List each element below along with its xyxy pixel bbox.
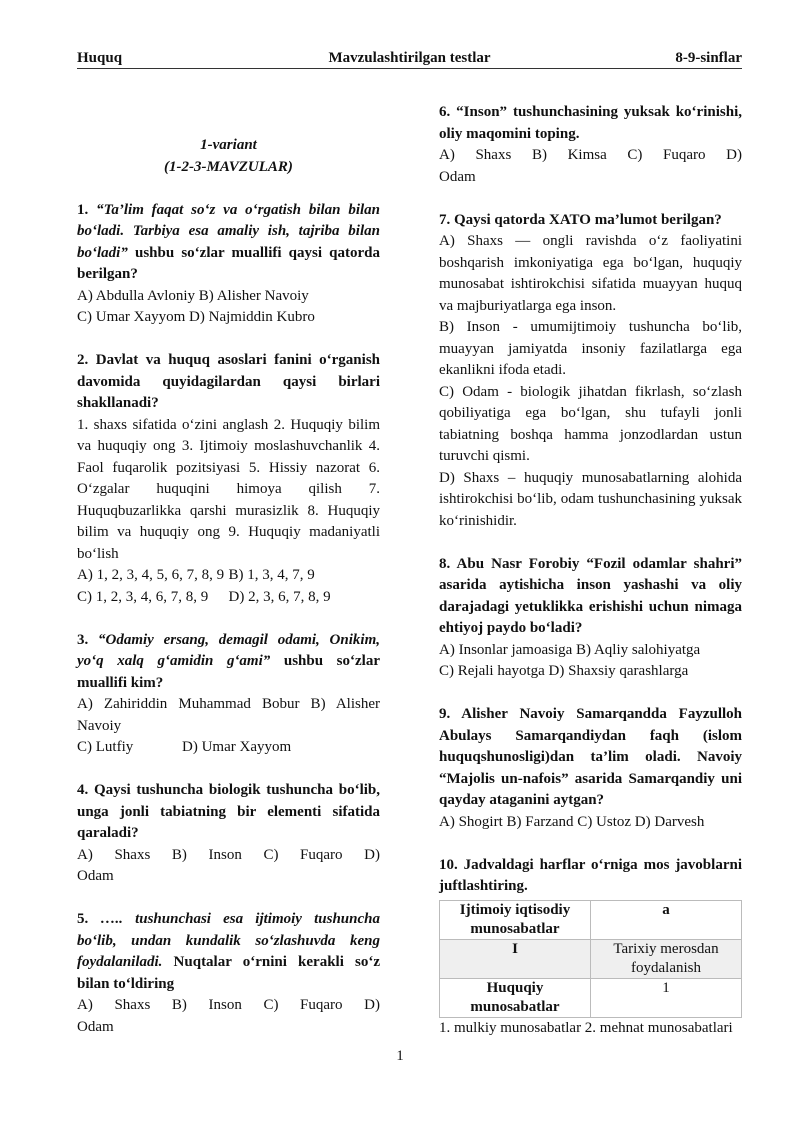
- table-cell: I: [440, 939, 591, 978]
- question-2-items: 1. shaxs sifatida o‘zini anglash 2. Huquqiy bilim va huquqiy ong 3. Ijtimoiy moslashuvchanlik 4. Faol fuqarolik pozitsiyasi 5. Hissiy nazorat 6. O‘zgalar huquqini himoya qilish 7. Huquqbuzarlikka qarshi murasizlik 8. Huquqiy bilim va huquqiy ong 9. Huquqiy madaniyatli bo‘lish: [77, 416, 380, 562]
- variant-title: 1-variant: [200, 137, 257, 153]
- question-1-text: 1. “Ta’lim faqat so‘z va o‘rgatish bilan bilan bo‘ladi. Tarbiya esa amaliy ish, tajriba bilan bo‘ladi” ushbu so‘zlar muallifi qaysi qatorda berilgan?: [77, 201, 380, 282]
- document-title: Mavzulashtirilgan testlar: [328, 50, 491, 66]
- matching-table: [439, 900, 742, 1018]
- question-10-options: 1. mulkiy munosabatlar 2. mehnat munosabatlari: [439, 1019, 733, 1036]
- question-6-answers: A) Shaxs B) Kimsa C) Fuqaro D) Odam: [439, 147, 742, 185]
- table-cell: 1: [591, 978, 742, 1017]
- answer-c: C) Lutfiy: [77, 739, 134, 755]
- option-c: C) Odam - biologik jihatdan fikrlash, so‘zlash qobiliyatiga ega bo‘lgan, shu tufayli jonli tabiatning boshqa hamma jonzodlardan ustun turuvchi qismi.: [439, 383, 742, 464]
- question-7: [439, 210, 742, 533]
- option-b: B) Inson - umumijtimoiy tushuncha bo‘lib, muayyan jamiyatda insoniy fazilatlarga ega ekanlikni ifoda etadi.: [439, 319, 742, 378]
- question-9-answers: A) Shogirt B) Farzand C) Ustoz D) Darvesh: [439, 813, 705, 830]
- question-1-answers-cd: C) Umar Xayyom D) Najmiddin Kubro: [77, 309, 315, 325]
- option-d: D) Shaxs – huquqiy munosabatlarning alohida ishtirokchisi bo‘lib, odam tushunchasining yuksak ko‘rinishidir.: [439, 469, 742, 529]
- subject-label: Huquq: [77, 50, 123, 66]
- question-3-text: 3. “Odamiy ersang, demagil odami, Onikim, yo‘q xalq g‘amidin g‘ami” ushbu so‘zlar muallifi kim?: [77, 631, 380, 691]
- question-8-answers-cd: C) Rejali hayotga D) Shaxsiy qarashlarga: [439, 663, 689, 679]
- answer-b: B) 1, 3, 4, 7, 9: [228, 567, 315, 583]
- answer-c: C) 1, 2, 3, 4, 6, 7, 8, 9: [77, 588, 209, 605]
- question-1-quote: “Ta’lim faqat so‘z va o‘rgatish bilan bilan bo‘ladi. Tarbiya esa amaliy ish, tajriba bilan bo‘ladi”: [77, 201, 380, 261]
- variant-topics: (1-2-3-MAVZULAR): [164, 158, 293, 175]
- table-cell: Tarixiy merosdan foydalanish: [591, 939, 742, 978]
- table-row: [440, 978, 742, 1017]
- question-5-text: 5. ….. tushunchasi esa ijtimoiy tushuncha bo‘lib, undan kundalik so‘zlashuvda keng foydalaniladi. Nuqtalar o‘rnini kerakli so‘z bilan to‘ldiring: [77, 911, 380, 992]
- question-4-text: 4. Qaysi tushuncha biologik tushuncha bo‘lib, unga jonli tabiatning bir elementi sifatida qaraladi?: [77, 782, 380, 841]
- question-10-text: 10. Jadvaldagi harflar o‘rniga mos javoblarni juftlashtiring.: [439, 856, 742, 894]
- left-column: [77, 102, 380, 1038]
- page-header: [77, 48, 742, 69]
- question-1: [77, 200, 380, 329]
- table-cell: Ijtimoiy iqtisodiy munosabatlar: [440, 900, 591, 939]
- question-6-text: 6. “Inson” tushunchasining yuksak ko‘rinishi, oliy maqomini toping.: [439, 104, 742, 142]
- question-9: [439, 704, 742, 833]
- table-cell: a: [591, 900, 742, 939]
- question-9-text: 9. Alisher Navoiy Samarqandda Fayzulloh Abulays Samarqandiydan faqh (islom huquqshunosligi)dan ta’lim oladi. Navoiy “Majolis un-nafois” asarida Samarqandiy uni qayday ataganini aytgan?: [439, 706, 742, 808]
- right-column: [439, 102, 742, 1039]
- question-8: [439, 554, 742, 683]
- question-4-answers: A) Shaxs B) Inson C) Fuqaro D) Odam: [77, 846, 380, 884]
- question-3-quote: “Odamiy ersang, demagil odami, Onikim, yo‘q xalq g‘amidin g‘ami”: [77, 631, 380, 669]
- answer-d: D) 2, 3, 6, 7, 8, 9: [228, 588, 331, 605]
- question-1-answers-ab: A) Abdulla Avloniy B) Alisher Navoiy: [77, 287, 309, 304]
- question-2: [77, 350, 380, 608]
- answer-a: A) 1, 2, 3, 4, 5, 6, 7, 8, 9: [77, 567, 225, 583]
- question-6: [439, 102, 742, 188]
- question-5: [77, 909, 380, 1038]
- answer-d: D) Umar Xayyom: [182, 739, 292, 755]
- table-cell: Huquqiy munosabatlar: [440, 978, 591, 1017]
- table-row: [440, 900, 742, 939]
- question-10: [439, 855, 742, 1040]
- question-3-answers-cd: [77, 737, 380, 759]
- question-2-text: 2. Davlat va huquq asoslari fanini o‘rganish davomida quyidagilardan qaysi birlari shakllanadi?: [77, 352, 380, 411]
- table-row: [440, 939, 742, 978]
- question-5-answers: A) Shaxs B) Inson C) Fuqaro D) Odam: [77, 997, 380, 1035]
- variant-heading: [77, 135, 380, 178]
- question-3: [77, 630, 380, 759]
- page-number: 1: [396, 1048, 404, 1064]
- question-4: [77, 780, 380, 888]
- question-2-answers: [77, 565, 380, 608]
- question-3-answers-ab: A) Zahiriddin Muhammad Bobur B) Alisher Navoiy: [77, 696, 380, 734]
- question-5-quote: ….. tushunchasi esa ijtimoiy tushuncha bo‘lib, undan kundalik so‘zlashuvda keng foydalaniladi.: [77, 911, 380, 970]
- option-a: A) Shaxs — ongli ravishda o‘z faoliyatini boshqarish imkoniyatiga ega bo‘lgan, huquqiy munosabat ishtirokchisi sifatida muayyan huquq va majburiyatlarga ega inson.: [439, 233, 742, 314]
- grade-label: 8-9-sinflar: [675, 50, 742, 66]
- question-8-answers-ab: A) Insonlar jamoasiga B) Aqliy salohiyatga: [439, 641, 701, 658]
- question-7-text: 7. Qaysi qatorda XATO ma’lumot berilgan?: [439, 211, 722, 228]
- question-8-text: 8. Abu Nasr Forobiy “Fozil odamlar shahri” asarida aytishicha inson yashashi va oliy darajadagi yetuklikka erishishi uchun nimaga ehtiyoj paydo bo‘ladi?: [439, 555, 742, 636]
